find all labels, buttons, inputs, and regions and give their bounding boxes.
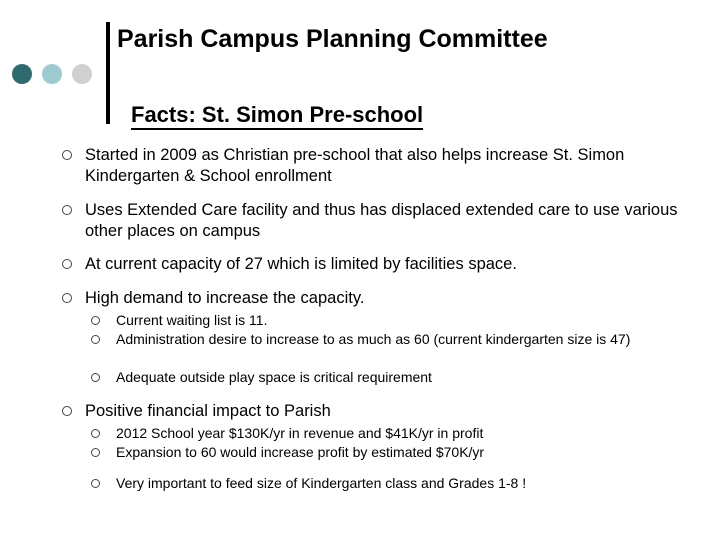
sub-bullet-item: [91, 474, 691, 493]
bullet-item: [62, 200, 702, 242]
sub-bullet-item: [91, 368, 691, 387]
sub-bullet-item: [91, 424, 691, 443]
sub-bullet-item: [91, 443, 691, 462]
sub-bullet-item: [91, 311, 691, 330]
decorative-dot-grey: [72, 64, 92, 84]
title-divider: [106, 22, 110, 124]
sub-bullet-circle-icon: [91, 335, 100, 344]
sub-bullet-circle-icon: [91, 373, 100, 382]
sub-bullet-item: [91, 330, 691, 368]
bullet-text: High demand to increase the capacity.: [85, 289, 365, 307]
slide-subtitle: Facts: St. Simon Pre-school: [131, 102, 423, 130]
bullet-circle-icon: [62, 205, 72, 215]
bullet-item: [62, 145, 702, 187]
bullet-item: [62, 254, 702, 275]
sub-bullet-text: Current waiting list is 11.: [116, 312, 268, 328]
bullet-item: [62, 288, 702, 309]
sub-bullet-circle-icon: [91, 316, 100, 325]
decorative-dot-light: [42, 64, 62, 84]
decorative-dot-dark: [12, 64, 32, 84]
bullet-text: Uses Extended Care facility and thus has displaced extended care to use various other places on campus: [85, 201, 678, 240]
sub-bullet-circle-icon: [91, 429, 100, 438]
bullet-circle-icon: [62, 406, 72, 416]
bullet-circle-icon: [62, 150, 72, 160]
sub-bullet-text: Adequate outside play space is critical requirement: [116, 369, 432, 385]
sub-bullet-circle-icon: [91, 448, 100, 457]
sub-bullet-text: Very important to feed size of Kindergarten class and Grades 1-8 !: [116, 475, 527, 491]
sub-bullet-text: Expansion to 60 would increase profit by estimated $70K/yr: [116, 444, 485, 460]
slide-title: Parish Campus Planning Committee: [117, 25, 548, 53]
sub-bullet-text: Administration desire to increase to as much as 60 (current kindergarten size is 47): [116, 331, 631, 347]
bullet-circle-icon: [62, 259, 72, 269]
bullet-item: [62, 401, 702, 422]
sub-bullet-text: 2012 School year $130K/yr in revenue and $41K/yr in profit: [116, 425, 484, 441]
bullet-circle-icon: [62, 293, 72, 303]
bullet-text: Started in 2009 as Christian pre-school that also helps increase St. Simon Kindergarten & School enrollment: [85, 146, 625, 185]
sub-bullet-circle-icon: [91, 479, 100, 488]
bullet-text: At current capacity of 27 which is limited by facilities space.: [85, 255, 517, 273]
bullet-text: Positive financial impact to Parish: [85, 402, 331, 420]
